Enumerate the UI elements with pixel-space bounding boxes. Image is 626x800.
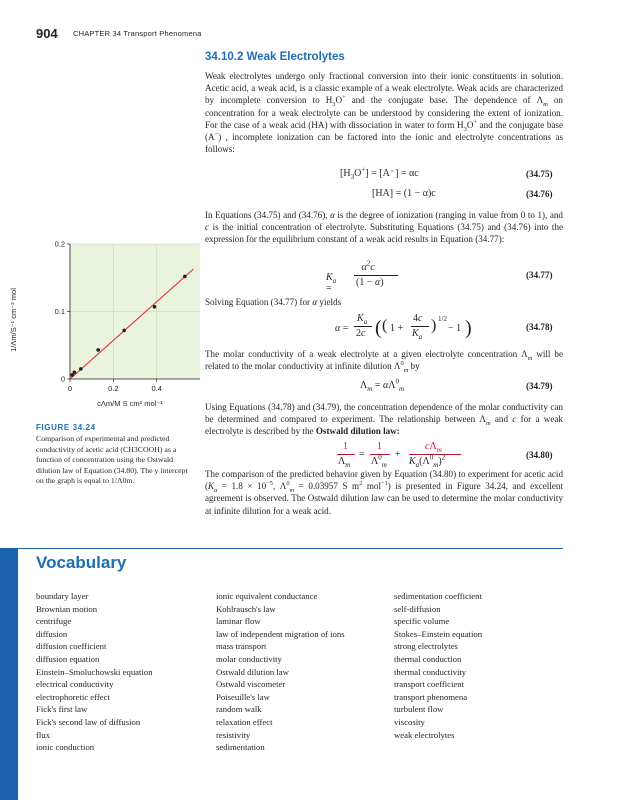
vocabulary-term: laminar flow (216, 616, 261, 627)
y-tick-label: 0.1 (54, 307, 65, 316)
vocabulary-column-1 (36, 590, 153, 754)
paragraph-intro: Weak electrolytes undergo only fractional conversion into their ionic constituents in solution. Acetic acid, a weak acid, is a classic example of a weak electrolyte. Weak acids are characterized by incomplete conversion to $H_3O^+$ and the conjugate base. The dependence of $\Lambda_m$ on concentration for a weak electrolyte can be understood by considering the extent of ionization. For the case of a weak acid (HA) with dissociation in water to form $H_3O^+$ and the conjugate base (A−) , incomplete ionization can be factored into the ionic and electrolyte concentrations as follows: (205, 71, 563, 155)
section-title: 34.10.2 Weak Electrolytes (205, 51, 345, 63)
y-axis-label: 1/Λm/S⁻¹ cm⁻² mol (9, 288, 18, 352)
vocabulary-term: transport coefficient (394, 679, 465, 690)
data-point (96, 348, 100, 352)
vocabulary-term: diffusion (36, 628, 68, 639)
data-point (73, 370, 77, 374)
vocabulary-term: centrifuge (36, 616, 72, 627)
vocabulary-term: ionic conduction (36, 742, 95, 753)
vocabulary-term: mass transport (216, 641, 267, 652)
vocabulary-band (0, 548, 18, 800)
equation-34-80: 1 $\Lambda_m$ = 1 $\Lambda^0_m$ + $c\Lambda_m$ $K_a(\Lambda^0_m)^2$ (337, 441, 477, 469)
vocabulary-term: molar conductivity (216, 653, 282, 664)
vocabulary-term: law of independent migration of ions (216, 628, 345, 639)
vocabulary-term: Fick's first law (36, 704, 88, 715)
vocabulary-term: electrophoretic effect (36, 691, 110, 702)
data-point (153, 305, 157, 309)
vocabulary-term: Stokes–Einstein equation (394, 628, 483, 639)
vocabulary-term: Poiseuille's law (216, 691, 270, 702)
equation-number-34-80: (34.80) (526, 450, 553, 460)
equation-34-78: α = $K_a$ 2c ( ( 1 + 4c $K_a$ ) 1/2 − 1 ) (335, 313, 472, 341)
y-tick-label: 0.2 (54, 240, 65, 249)
y-tick-label: 0 (60, 374, 65, 384)
equation-number-34-78: (34.78) (526, 322, 553, 332)
paragraph-comparison: The comparison of the predicted behavior given by Equation (34.80) to experiment for acetic acid ($K_a = 1.8 \times 10^{-5}$, $\Lambda^0_m = 0.03957$ S $m^2$ mol$^{-1}$) is presented in Figure 34.24, and excellent agreement is observed. The Ostwald dilution law can be used to determine the molar conductivity at infinite dilution for a weak acid. (205, 469, 563, 516)
chapter-header: CHAPTER 34 Transport Phenomena (73, 29, 202, 38)
vocabulary-term: viscosity (394, 716, 425, 727)
vocabulary-term: ionic equivalent conductance (216, 591, 318, 601)
vocabulary-term: thermal conductivity (394, 666, 467, 677)
figure-caption: Comparison of experimental and predicted conductivity of acetic acid (CH3COOH) as a function of concentration using the Ostwald dilution law of Equation (34.80). The y intercept on the graph is equal to 1/Λ0m. (36, 434, 188, 486)
vocabulary-term: resistivity (216, 729, 251, 740)
data-point (79, 367, 83, 371)
vocabulary-column-3 (394, 590, 482, 741)
vocabulary-column-2 (216, 590, 345, 754)
figure-label: FIGURE 34.24 (36, 423, 96, 432)
x-tick-label: 0 (67, 384, 73, 393)
vocabulary-term: Ostwald dilution law (216, 666, 289, 677)
vocabulary-term: sedimentation coefficient (394, 591, 482, 601)
vocabulary-term: diffusion equation (36, 653, 100, 664)
vocabulary-term: Einstein–Smoluchowski equation (36, 666, 153, 677)
vocabulary-rule (18, 548, 563, 549)
vocabulary-term: turbulent flow (394, 704, 444, 715)
equation-number-34-75: (34.75) (526, 169, 553, 179)
equation-34-79: $\Lambda_m = \alpha\Lambda^0_m$ (360, 377, 405, 393)
equation-34-75: $[H_3O^+] = [A^-] = \alpha c$ (340, 165, 419, 181)
equation-34-76-rhs: = (1 − α)c (395, 188, 436, 199)
vocabulary-term: specific volume (394, 616, 450, 627)
x-axis-label: cΛm/M S cm² mol⁻¹ (97, 399, 163, 408)
equation-number-34-76: (34.76) (526, 189, 553, 199)
x-tick-label: 0.2 (108, 384, 119, 393)
paragraph-molar-conductivity: The molar conductivity of a weak electrolyte at a given electrolyte concentration $\Lambda_m$ will be related to the molar conductivity at infinite dilution $\Lambda^0_m$ by (205, 349, 563, 375)
paragraph-ionization: In Equations (34.75) and (34.76), α is the degree of ionization (ranging in value from 0 to 1), and c is the initial concentration of electrolyte. Substituting Equations (34.75) and (34.76) into the expression for the equilibrium constant of a weak acid results in Equation (34.77): (205, 210, 563, 245)
conductivity-chart (0, 240, 200, 420)
data-point (183, 275, 187, 279)
vocabulary-term: electrical conductivity (36, 679, 114, 690)
equation-34-75-rhs: = [A⁻] = αc (371, 168, 419, 179)
x-tick-label: 0.4 (151, 384, 162, 393)
vocabulary-term: random walk (216, 704, 262, 715)
page-number: 904 (36, 26, 58, 41)
vocabulary-term: diffusion coefficient (36, 641, 107, 652)
paragraph-ostwald: Using Equations (34.78) and (34.79), the concentration dependence of the molar conductivity can be determined and compared to experiment. The relationship between $\Lambda_m$ and c for a weak electrolyte is described by the Ostwald dilution law: (205, 402, 563, 437)
equation-number-34-77: (34.77) (526, 270, 553, 280)
vocabulary-term: flux (36, 729, 50, 740)
equation-number-34-79: (34.79) (526, 381, 553, 391)
vocabulary-term: self-diffusion (394, 603, 441, 614)
vocabulary-term: relaxation effect (216, 716, 273, 727)
vocabulary-term: Kohlrausch's law (216, 603, 276, 614)
vocabulary-term: Brownian motion (36, 603, 98, 614)
data-point (122, 329, 126, 333)
equation-34-76: [HA] = (1 − α)c (372, 188, 436, 199)
vocabulary-term: Ostwald viscometer (216, 679, 286, 690)
vocabulary-term: strong electrolytes (394, 641, 458, 652)
vocabulary-term: transport phenomena (394, 691, 468, 702)
vocabulary-title: Vocabulary (36, 553, 127, 572)
vocabulary-term: Fick's second law of diffusion (36, 716, 141, 727)
vocabulary-term: sedimentation (216, 742, 265, 753)
vocabulary-term: weak electrolytes (394, 729, 455, 740)
vocabulary-term: thermal conduction (394, 653, 462, 664)
vocabulary-term: boundary layer (36, 591, 89, 601)
paragraph-solving: Solving Equation (34.77) for α yields (205, 297, 342, 307)
